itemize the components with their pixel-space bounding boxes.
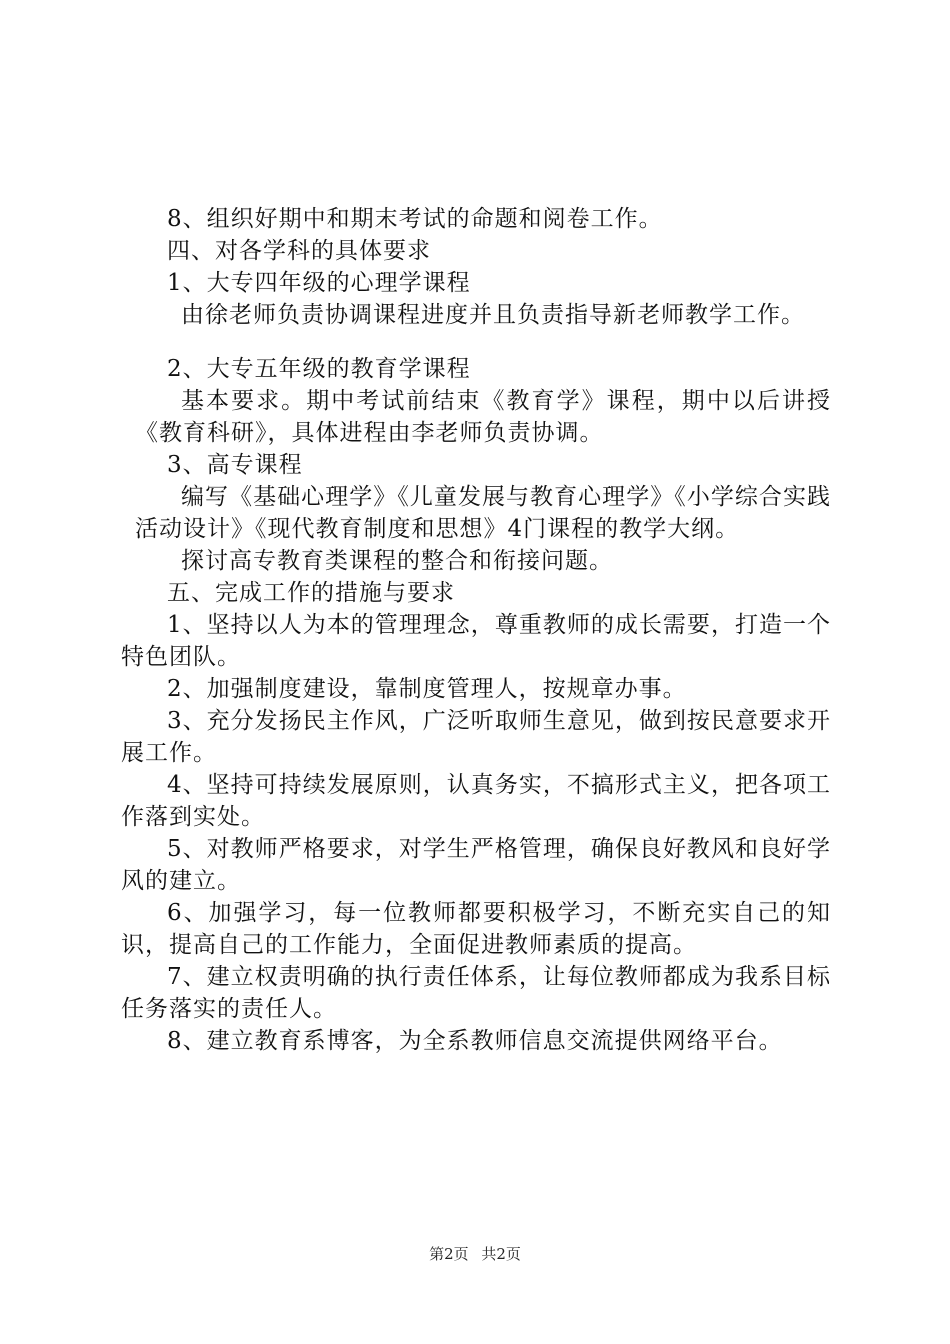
subheading-education-course: 2、大专五年级的教育学课程 xyxy=(167,356,471,382)
paragraph-education-course: 基本要求。期中考试前结束《教育学》课程，期中以后讲授《教育科研》，具体进程由李老师负责协调。 xyxy=(135,388,831,446)
section-heading-subject-requirements: 四、对各学科的具体要求 xyxy=(167,238,431,264)
list-item-measure-7: 7、建立权责明确的执行责任体系，让每位教师都成为我系目标任务落实的责任人。 xyxy=(121,964,831,1022)
section-heading-measures: 五、完成工作的措施与要求 xyxy=(167,580,455,606)
paragraph-psychology-course: 由徐老师负责协调课程进度并且负责指导新老师教学工作。 xyxy=(181,302,805,328)
paragraph-syllabus: 编写《基础心理学》《儿童发展与教育心理学》《小学综合实践活动设计》《现代教育制度和思想》4门课程的教学大纲。 xyxy=(135,484,831,542)
list-item-measure-8: 8、建立教育系博客，为全系教师信息交流提供网络平台。 xyxy=(167,1028,783,1054)
list-item-measure-4: 4、坚持可持续发展原则，认真务实，不搞形式主义，把各项工作落到实处。 xyxy=(121,772,831,830)
paragraph-course-integration: 探讨高专教育类课程的整合和衔接问题。 xyxy=(181,548,613,574)
list-item-measure-3: 3、充分发扬民主作风，广泛听取师生意见，做到按民意要求开展工作。 xyxy=(121,708,831,766)
page-footer xyxy=(0,1244,950,1264)
page-total: 共2页 xyxy=(481,1245,521,1263)
subheading-psychology-course: 1、大专四年级的心理学课程 xyxy=(167,270,471,296)
paragraph-exam-organization: 8、组织好期中和期末考试的命题和阅卷工作。 xyxy=(167,206,663,232)
list-item-measure-1: 1、坚持以人为本的管理理念，尊重教师的成长需要，打造一个特色团队。 xyxy=(121,612,831,670)
page-number: 第2页 xyxy=(429,1245,469,1263)
document-body xyxy=(121,203,831,1057)
list-item-measure-6: 6、加强学习，每一位教师都要积极学习，不断充实自己的知识，提高自己的工作能力，全面促进教师素质的提高。 xyxy=(121,900,831,958)
list-item-measure-2: 2、加强制度建设，靠制度管理人，按规章办事。 xyxy=(167,676,687,702)
subheading-higher-courses: 3、高专课程 xyxy=(167,452,303,478)
list-item-measure-5: 5、对教师严格要求，对学生严格管理，确保良好教风和良好学风的建立。 xyxy=(121,836,831,894)
